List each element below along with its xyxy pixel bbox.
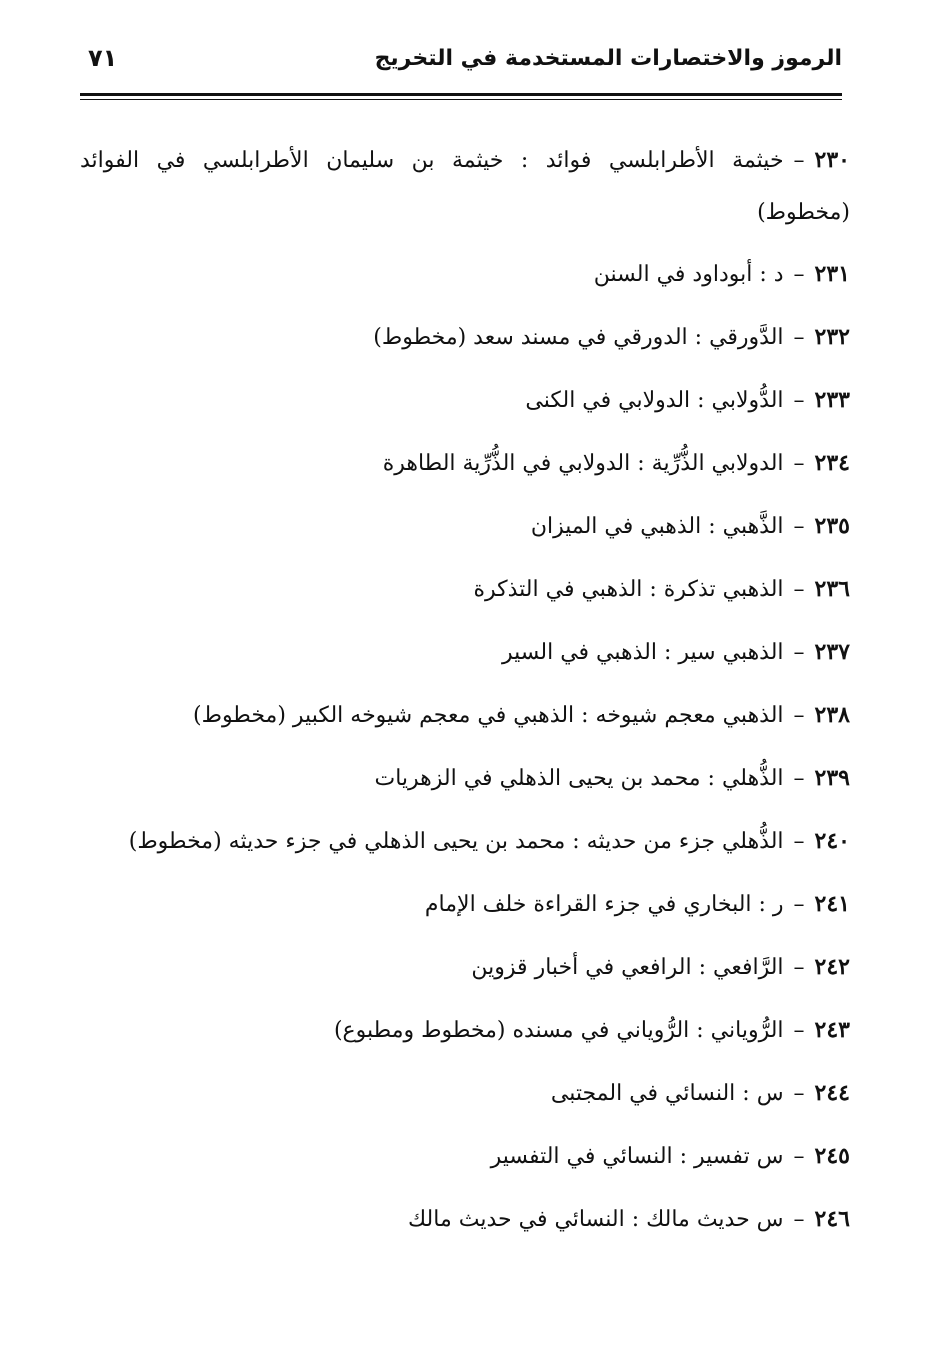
entry-number: ٢٣٩ — [814, 765, 850, 791]
list-item: ٢٤٣–الرُّوياني : الرُّوياني في مسنده (مخطوط ومطبوع) — [333, 1017, 850, 1043]
entry-text: الذَّهبي : الذهبي في الميزان — [530, 514, 784, 539]
entry-text: د : أبوداود في السنن — [593, 262, 784, 287]
entry-text: خيثمة الأطرابلسي فوائد : خيثمة بن سليمان الأطرابلسي في الفوائد (مخطوط) — [80, 148, 850, 225]
list-item: ٢٤٥–س تفسير : النسائي في التفسير — [490, 1143, 850, 1169]
entry-text: س تفسير : النسائي في التفسير — [490, 1144, 784, 1169]
entry-number: ٢٣٦ — [814, 576, 850, 602]
page-number: ٧١ — [88, 44, 118, 72]
entry-number: ٢٤٢ — [814, 954, 850, 980]
list-item: ٢٣٢–الدَّورقي : الدورقي في مسند سعد (مخطوط) — [373, 324, 850, 350]
entry-number: ٢٣٠ — [814, 147, 850, 173]
entry-number: ٢٣٣ — [814, 387, 850, 413]
entry-number: ٢٤٦ — [814, 1206, 850, 1232]
entry-text: س : النسائي في المجتبى — [550, 1081, 784, 1106]
list-item: ٢٣٧–الذهبي سير : الذهبي في السير — [502, 639, 850, 665]
page-header — [80, 40, 842, 80]
entry-number: ٢٤٤ — [814, 1080, 850, 1106]
list-item: ٢٣٩–الذُّهلي : محمد بن يحيى الذهلي في الزهريات — [374, 765, 850, 791]
list-item: ٢٤٠–الذُّهلي جزء من حديثه : محمد بن يحيى الذهلي في جزء حديثه (مخطوط) — [128, 828, 850, 854]
entry-text: الذُّهلي : محمد بن يحيى الذهلي في الزهريات — [374, 766, 784, 791]
header-rule-thin — [80, 99, 842, 100]
entry-text: الذهبي معجم شيوخه : الذهبي في معجم شيوخه الكبير (مخطوط) — [193, 703, 784, 728]
entry-number: ٢٣١ — [814, 261, 850, 287]
list-item: ٢٣٦–الذهبي تذكرة : الذهبي في التذكرة — [473, 576, 850, 602]
header-rule-thick — [80, 93, 842, 96]
abbreviation-list — [80, 134, 850, 1267]
entry-text: الرُّوياني : الرُّوياني في مسنده (مخطوط ومطبوع) — [333, 1018, 784, 1043]
entry-number: ٢٣٢ — [814, 324, 850, 350]
list-item: ٢٣١–د : أبوداود في السنن — [593, 261, 850, 287]
entry-number: ٢٣٧ — [814, 639, 850, 665]
entry-number: ٢٤١ — [814, 891, 850, 917]
running-title: الرموز والاختصارات المستخدمة في التخريج — [374, 46, 842, 71]
list-item: ٢٤٦–س حديث مالك : النسائي في حديث مالك — [408, 1206, 850, 1232]
entry-text: الدَّورقي : الدورقي في مسند سعد (مخطوط) — [373, 325, 784, 350]
list-item: ٢٣٥–الذَّهبي : الذهبي في الميزان — [530, 513, 850, 539]
list-item: ٢٤١–ر : البخاري في جزء القراءة خلف الإمام — [424, 891, 850, 917]
entry-number: ٢٣٨ — [814, 702, 850, 728]
list-item: ٢٣٣–الدُّولابي : الدولابي في الكنى — [525, 387, 850, 413]
entry-text: الذهبي سير : الذهبي في السير — [502, 640, 784, 665]
entry-text: الذُّهلي جزء من حديثه : محمد بن يحيى الذهلي في جزء حديثه (مخطوط) — [128, 829, 784, 854]
entry-number: ٢٤٠ — [814, 828, 850, 854]
entry-text: الدولابي الذُّرِّية : الدولابي في الذُّرِّية الطاهرة — [382, 451, 784, 476]
list-item: ٢٣٤–الدولابي الذُّرِّية : الدولابي في الذُّرِّية الطاهرة — [382, 450, 850, 476]
list-item: ٢٤٢–الرَّافعي : الرافعي في أخبار قزوين — [471, 954, 850, 980]
entry-number: ٢٤٣ — [814, 1017, 850, 1043]
entry-text: الرَّافعي : الرافعي في أخبار قزوين — [471, 955, 784, 980]
entry-text: الذهبي تذكرة : الذهبي في التذكرة — [473, 577, 784, 602]
list-item: ٢٣٠–خيثمة الأطرابلسي فوائد : خيثمة بن سليمان الأطرابلسي في الفوائد (مخطوط) — [80, 147, 850, 225]
list-item: ٢٤٤–س : النسائي في المجتبى — [550, 1080, 850, 1106]
entry-text: ر : البخاري في جزء القراءة خلف الإمام — [424, 892, 784, 917]
entry-number: ٢٤٥ — [814, 1143, 850, 1169]
entry-text: س حديث مالك : النسائي في حديث مالك — [408, 1207, 784, 1232]
list-item: ٢٣٨–الذهبي معجم شيوخه : الذهبي في معجم شيوخه الكبير (مخطوط) — [193, 702, 850, 728]
entry-number: ٢٣٥ — [814, 513, 850, 539]
entry-text: الدُّولابي : الدولابي في الكنى — [525, 388, 784, 413]
entry-number: ٢٣٤ — [814, 450, 850, 476]
